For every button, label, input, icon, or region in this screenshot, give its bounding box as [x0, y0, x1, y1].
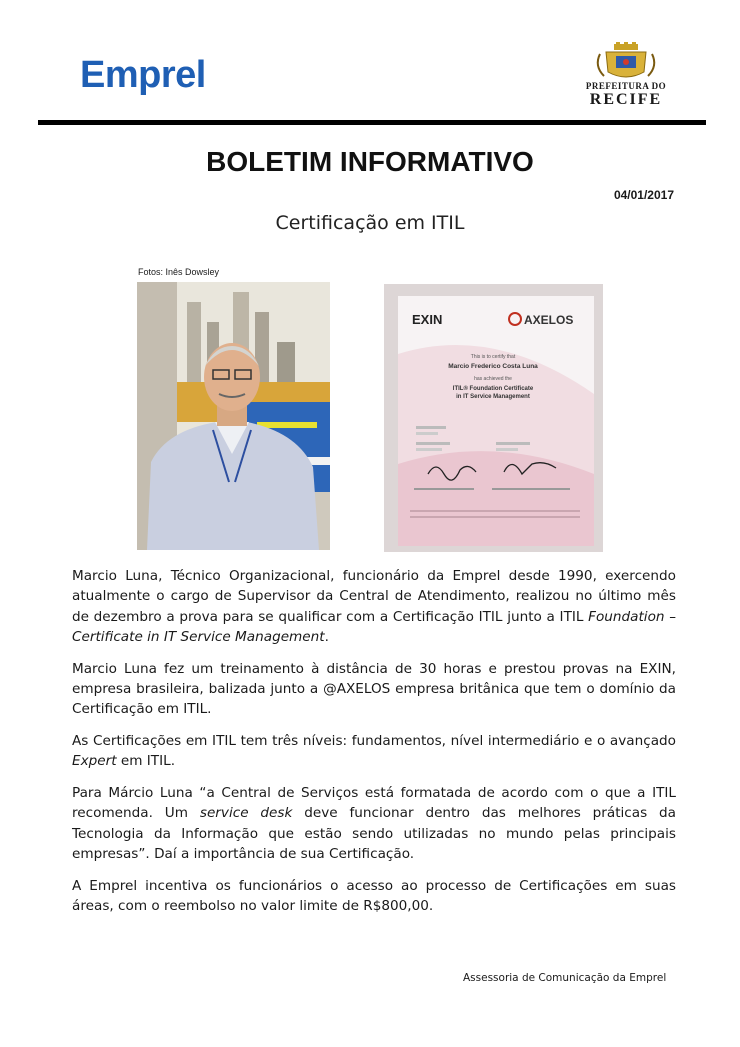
paragraph-1 [72, 566, 676, 647]
paragraph-1-italic: Foundation – Certificate in IT Service Management [72, 608, 677, 645]
paragraph-4 [72, 783, 676, 864]
photo-credit: Fotos: Inês Dowsley [138, 267, 220, 277]
paragraph-1-text: Marcio Luna, Técnico Organizacional, funcionário da Emprel desde 1990, exercendo atualmente o cargo de Supervisor da Central de Atendimento, realizou no último mês de dezembro a prova para se qualificar com a Certificação ITIL junto a ITIL [72, 568, 676, 625]
publication-date: 04/01/2017 [613, 188, 674, 202]
certify-text: This is to certify that [470, 354, 516, 360]
paragraph-5: A Emprel incentiva os funcionários o acesso ao processo de Certificações em suas áreas, com o reembolso no valor limite de R$800,00. [72, 877, 676, 915]
achieved-text: has achieved the [474, 376, 512, 382]
emprel-logo: Emprel [80, 54, 206, 96]
prefeitura-recife-logo [578, 42, 674, 112]
header-rule [38, 120, 706, 125]
portrait-photo [137, 282, 330, 550]
certificate-photo [384, 284, 603, 552]
article-body [72, 566, 676, 928]
paragraph-3-italic: Expert [72, 753, 117, 770]
certificate-name: Marcio Frederico Costa Luna [448, 363, 538, 370]
recife-coat-of-arms-icon [578, 42, 674, 82]
paragraph-4-text: Para Márcio Luna “a Central de Serviços está formatada de acordo com o que a ITIL recomenda. Um [72, 785, 676, 822]
article-title: Certificação em ITIL [275, 212, 465, 234]
paragraph-2: Marcio Luna fez um treinamento à distância de 30 horas e prestou provas na EXIN, empresa brasileira, balizada junto a @AXELOS empresa britânica que tem o domínio da Certificação em ITIL. [72, 660, 676, 718]
press-office-signature: Assessoria de Comunicação da Emprel [463, 972, 667, 984]
paragraph-3-end: em ITIL. [116, 753, 176, 770]
paragraph-4-italic: service desk [199, 805, 293, 822]
certificate-line1: ITIL® Foundation Certificate [452, 386, 534, 392]
paragraph-3 [72, 731, 676, 772]
recife-label: RECIFE [589, 91, 663, 108]
exin-brand: EXIN [412, 312, 443, 327]
page-title: BOLETIM INFORMATIVO [206, 146, 534, 177]
paragraph-4-end: deve funcionar dentro das melhores práticas da Tecnologia da Informação que estão sendo utilizadas no mundo pelas principais empresas”. Daí a importância de sua Certificação. [72, 805, 677, 863]
paragraph-1-end: . [324, 628, 329, 645]
certificate-line2: in IT Service Management [456, 394, 530, 400]
paragraph-3-text: As Certificações em ITIL tem três níveis: fundamentos, nível intermediário e o avançado [72, 733, 676, 750]
axelos-brand: AXELOS [524, 313, 574, 327]
prefeitura-label: PREFEITURA DO [585, 81, 667, 91]
